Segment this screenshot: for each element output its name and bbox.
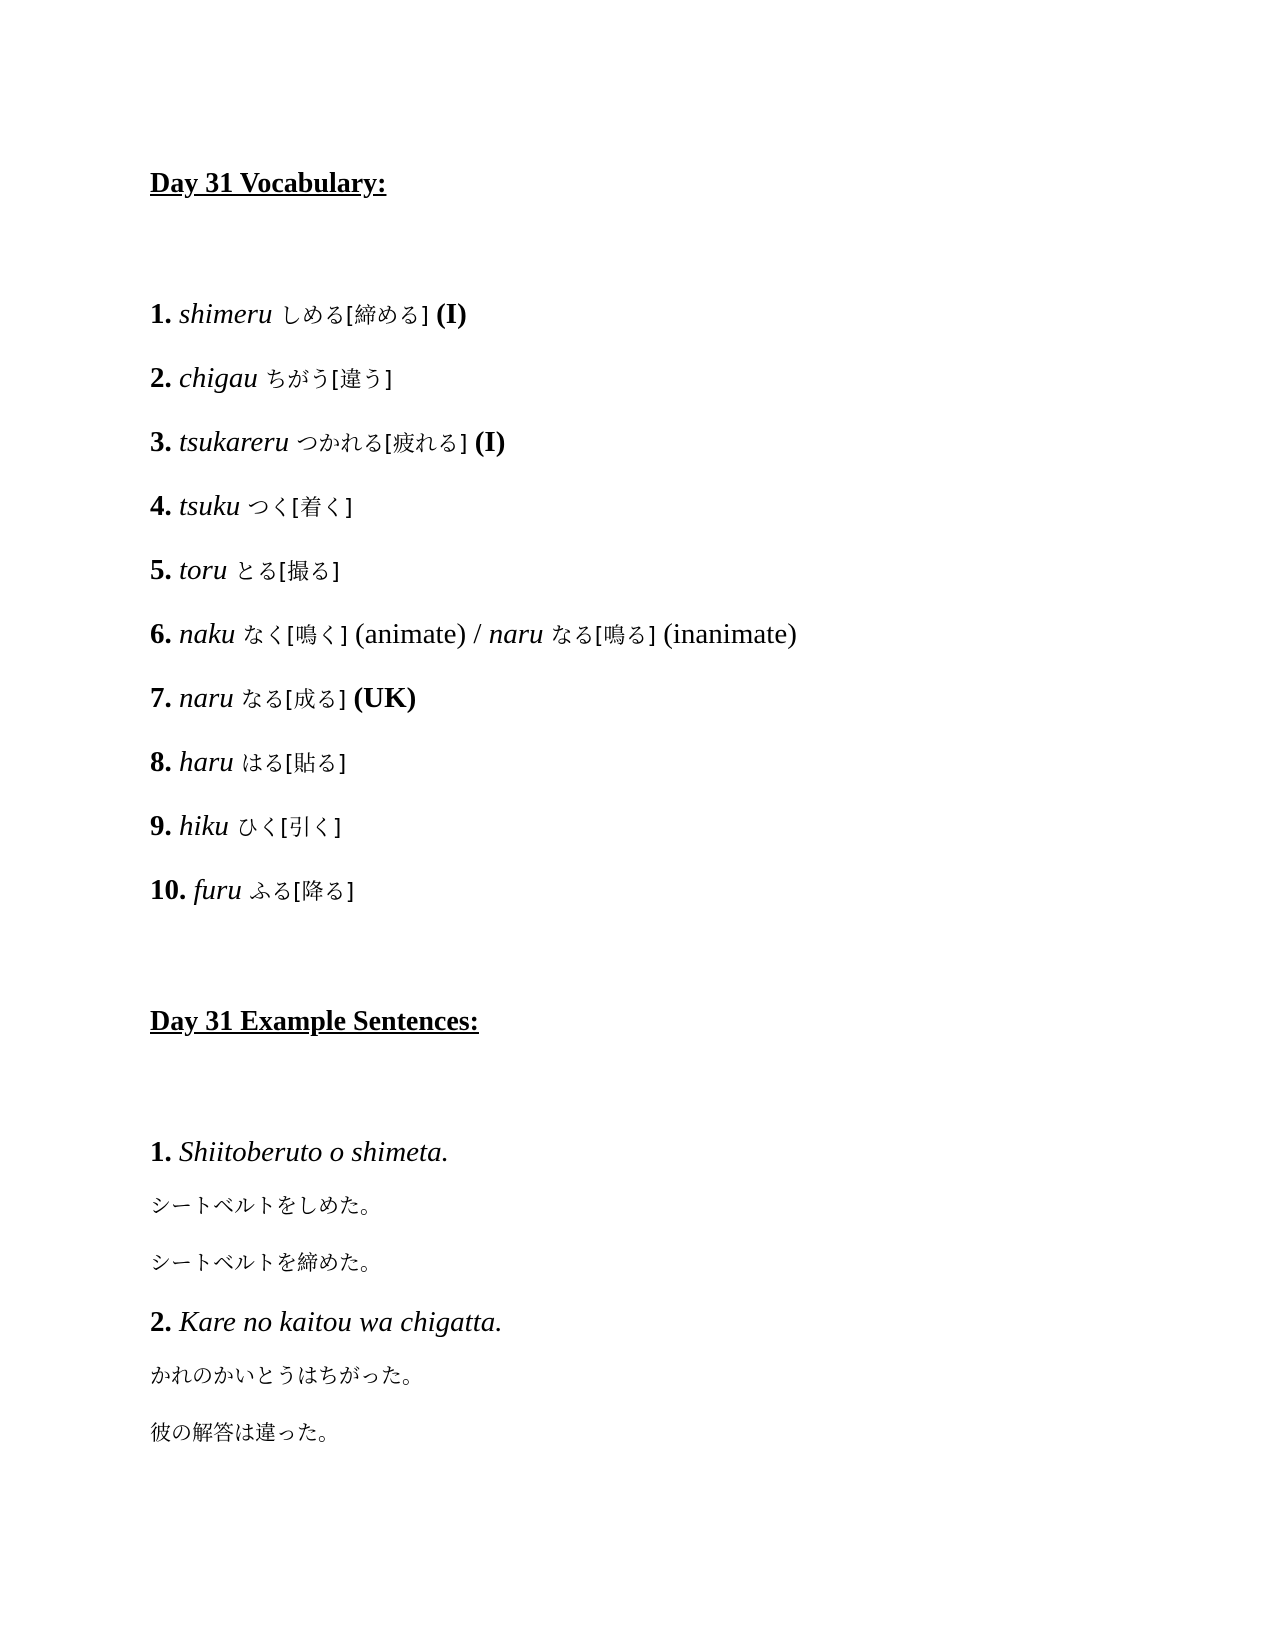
vocab-item-6 <box>150 618 1150 682</box>
vocab-romaji: naru <box>179 682 234 714</box>
vocab-japanese: つく[着く] <box>247 496 353 521</box>
vocab-romaji: tsuku <box>179 490 241 522</box>
vocab-japanese: ふる[降る] <box>249 880 355 905</box>
vocab-romaji-alt: naru <box>488 618 544 650</box>
example-kana-1: シートベルトをしめた。 <box>150 1194 381 1218</box>
vocab-note: (animate) / <box>355 618 482 650</box>
vocab-romaji: shimeru <box>179 298 273 330</box>
example-romaji-2 <box>150 1306 503 1362</box>
vocab-japanese: しめる[締める] <box>279 304 429 329</box>
vocab-romaji: chigau <box>179 362 258 394</box>
vocab-japanese: つかれる[疲れる] <box>296 432 468 457</box>
vocab-number: 4. <box>150 490 172 522</box>
vocab-number: 7. <box>150 682 172 714</box>
vocab-item-7 <box>150 682 1150 746</box>
examples-list <box>150 1136 503 1476</box>
vocab-number: 8. <box>150 746 172 778</box>
examples-section <box>150 1008 503 1476</box>
vocab-japanese-alt: なる[鳴る] <box>550 624 656 649</box>
vocab-tag: (UK) <box>353 682 417 714</box>
vocab-item-10 <box>150 874 1150 938</box>
examples-heading: Day 31 Example Sentences: <box>150 1006 479 1037</box>
example-kana-2: かれのかいとうはちがった。 <box>150 1364 423 1388</box>
vocab-item-1 <box>150 298 1150 362</box>
vocab-note-alt: (inanimate) <box>663 618 797 650</box>
vocab-romaji: toru <box>179 554 228 586</box>
vocab-tag: (I) <box>474 426 506 458</box>
vocab-item-2 <box>150 362 1150 426</box>
vocab-number: 2. <box>150 362 172 394</box>
vocab-japanese: はる[貼る] <box>241 752 347 777</box>
vocab-romaji: naku <box>179 618 236 650</box>
vocab-item-9 <box>150 810 1150 874</box>
example-romaji-text: Shiitoberuto o shimeta. <box>179 1136 449 1168</box>
example-kanji-2: 彼の解答は違った。 <box>150 1421 339 1445</box>
vocab-romaji: hiku <box>179 810 229 842</box>
example-number: 2. <box>150 1306 172 1338</box>
vocab-item-4 <box>150 490 1150 554</box>
vocab-number: 3. <box>150 426 172 458</box>
vocab-japanese: とる[撮る] <box>234 560 340 585</box>
vocab-item-5 <box>150 554 1150 618</box>
vocab-japanese: ひく[引く] <box>236 816 342 841</box>
vocab-tag: (I) <box>436 298 467 330</box>
vocab-number: 6. <box>150 618 172 650</box>
example-number: 1. <box>150 1136 172 1168</box>
example-romaji-1 <box>150 1136 503 1192</box>
vocab-romaji: furu <box>193 874 242 906</box>
vocab-item-8 <box>150 746 1150 810</box>
example-romaji-text: Kare no kaitou wa chigatta. <box>179 1306 503 1338</box>
vocab-japanese: なる[成る] <box>241 688 347 713</box>
vocab-number: 9. <box>150 810 172 842</box>
vocab-romaji: tsukareru <box>179 426 290 458</box>
vocab-number: 1. <box>150 298 172 330</box>
document-page <box>150 168 1150 1445</box>
vocab-item-3 <box>150 426 1150 490</box>
vocab-japanese: ちがう[違う] <box>265 368 393 393</box>
vocab-list <box>150 298 1150 938</box>
vocab-number: 10. <box>150 874 187 906</box>
vocab-heading: Day 31 Vocabulary: <box>150 168 387 199</box>
example-kanji-1: シートベルトを締めた。 <box>150 1251 381 1275</box>
vocab-japanese: なく[鳴く] <box>242 624 348 649</box>
vocab-romaji: haru <box>179 746 234 778</box>
vocab-number: 5. <box>150 554 172 586</box>
